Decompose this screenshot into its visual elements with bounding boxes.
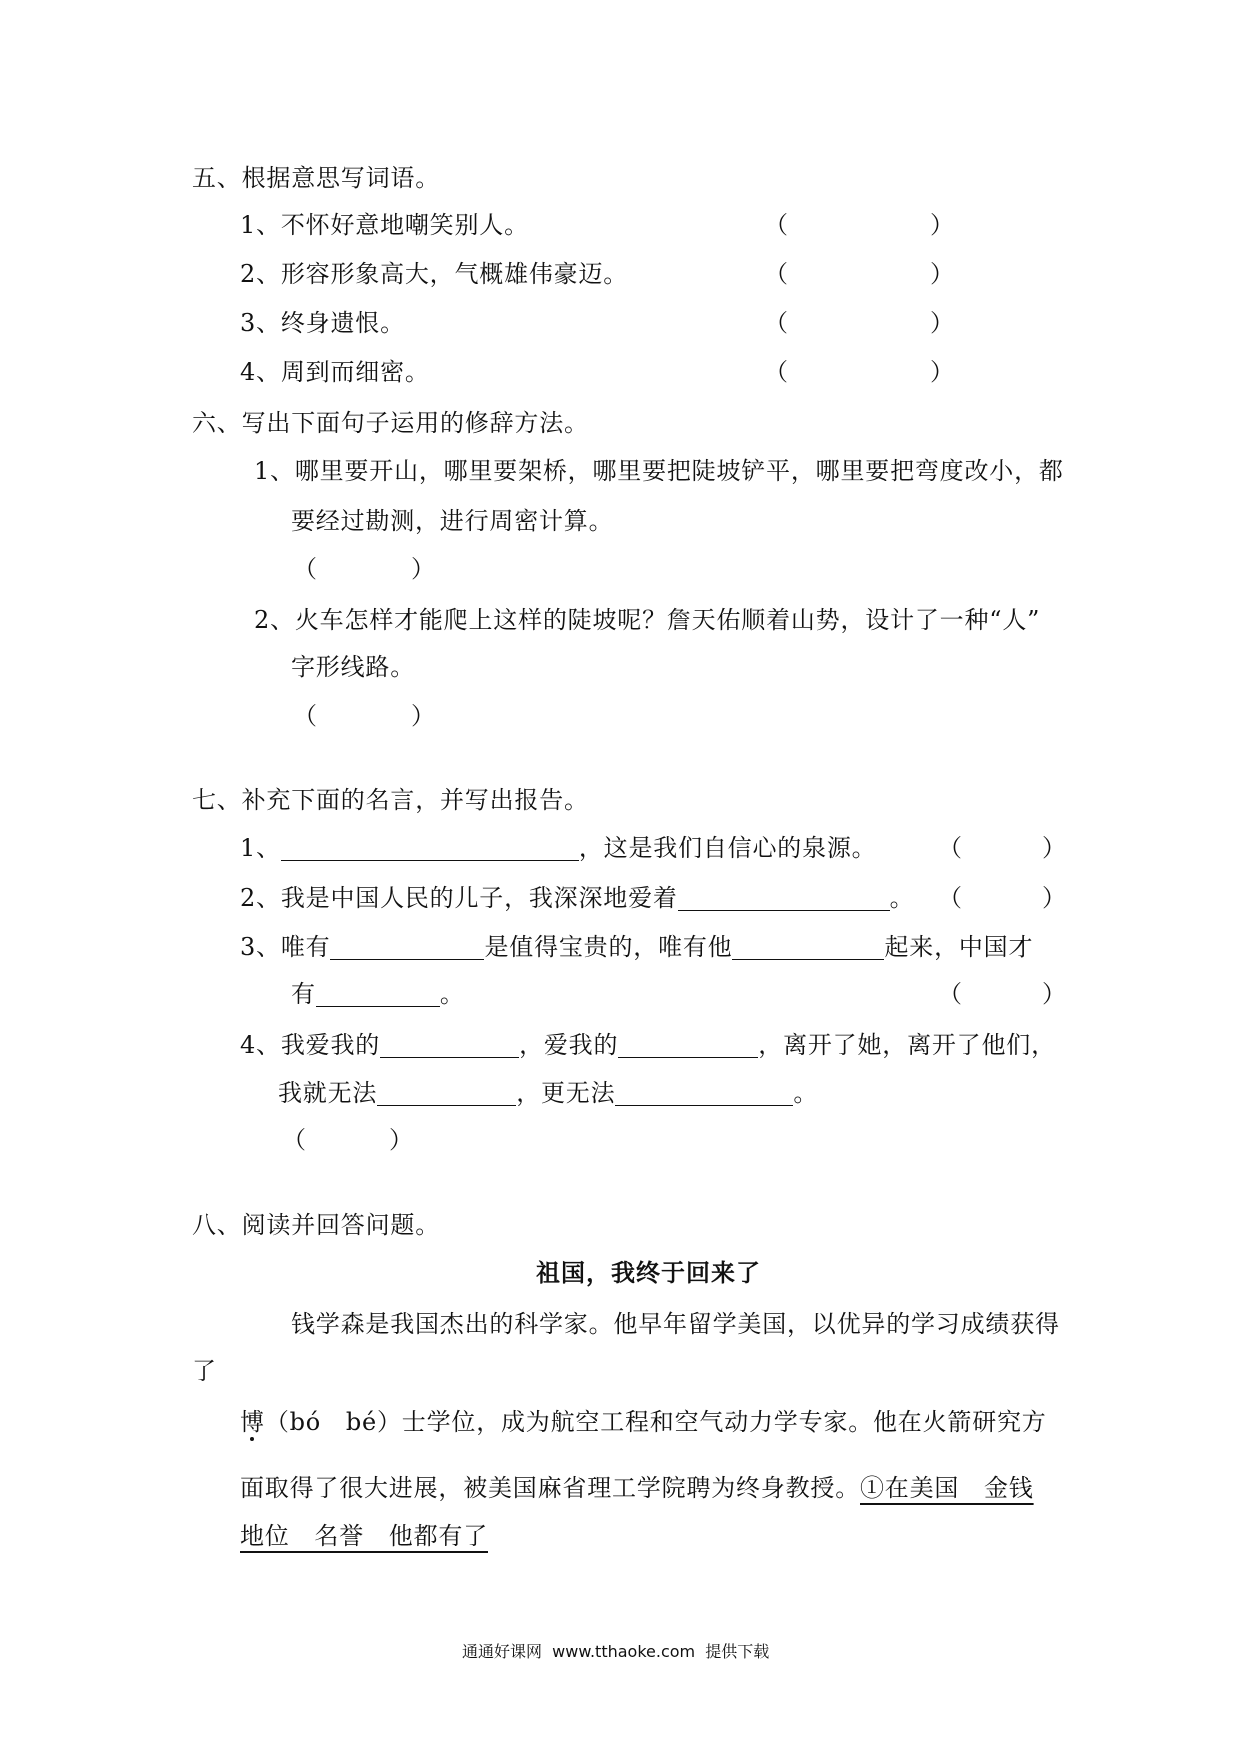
section-6-q2-line-2: 字形线路。: [291, 653, 415, 681]
emphasized-character: 博: [240, 1408, 265, 1436]
answer-blank: [380, 1033, 519, 1058]
answer-paren-close: ）: [930, 211, 954, 239]
section-7-item-4-line-2: [278, 1078, 818, 1108]
answer-paren-close: ）: [1042, 834, 1066, 862]
section-8-heading: 八、阅读并回答问题。: [192, 1211, 440, 1239]
answer-paren-close: ）: [411, 555, 435, 583]
answer-blank: [316, 982, 440, 1007]
section-5-item-4: 4、周到而细密。: [240, 358, 430, 386]
answer-blank: [615, 1081, 793, 1106]
underlined-sentence-1: ①在美国 金钱: [860, 1474, 1034, 1502]
answer-blank: [618, 1033, 758, 1058]
answer-blank: [377, 1081, 516, 1106]
passage-line-3: [240, 1407, 1047, 1437]
section-6-heading: 六、写出下面句子运用的修辞方法。: [192, 409, 589, 437]
passage-line-2: 了: [192, 1357, 217, 1385]
answer-paren-close: ）: [411, 702, 435, 730]
answer-paren-open: （: [764, 358, 788, 386]
answer-paren-close: ）: [930, 309, 954, 337]
quote-text: 4、我爱我的: [240, 1031, 381, 1059]
section-5-item-2: 2、形容形象高大，气概雄伟豪迈。: [240, 260, 629, 288]
answer-paren-open: （: [282, 1126, 306, 1154]
section-5-heading: 五、根据意思写词语。: [192, 164, 440, 192]
passage-title: 祖国，我终于回来了: [536, 1259, 761, 1287]
answer-paren-open: （: [293, 555, 317, 583]
answer-paren-open: （: [764, 211, 788, 239]
quote-text: ，这是我们自信心的泉源。: [578, 834, 877, 862]
quote-text: 。: [439, 980, 465, 1008]
answer-blank: [281, 836, 579, 861]
quote-text: 有: [291, 980, 316, 1008]
section-7-item-4-line-1: [240, 1030, 1056, 1060]
answer-paren-open: （: [938, 884, 962, 912]
quote-text: ，爱我的: [519, 1031, 619, 1059]
quote-text: ，离开了她，离开了他们，: [758, 1031, 1056, 1059]
answer-paren-open: （: [764, 309, 788, 337]
passage-text: 面取得了很大进展，被美国麻省理工学院聘为终身教授。: [240, 1474, 860, 1502]
underlined-sentence-1-cont: 地位 名誉 他都有了: [240, 1522, 488, 1550]
section-7-item-1: [240, 833, 876, 863]
section-6-q2-line-1: 2、火车怎样才能爬上这样的陡坡呢？詹天佑顺着山势，设计了一种“人”: [254, 606, 1041, 634]
quote-text: 我就无法: [278, 1079, 378, 1107]
answer-paren-open: （: [938, 980, 962, 1008]
answer-paren-open: （: [293, 702, 317, 730]
passage-line-1: 钱学森是我国杰出的科学家。他早年留学美国，以优异的学习成绩获得: [291, 1310, 1060, 1338]
quote-text: 起来，中国才: [884, 933, 1034, 961]
section-5-item-3: 3、终身遗恨。: [240, 309, 405, 337]
quote-text: 。: [889, 884, 915, 912]
section-7-heading: 七、补充下面的名言，并写出报告。: [192, 786, 589, 814]
answer-paren-open: （: [938, 834, 962, 862]
passage-line-5: [240, 1521, 488, 1551]
quote-text: 。: [793, 1079, 819, 1107]
answer-paren-close: ）: [930, 260, 954, 288]
section-7-item-3-line-1: [240, 932, 1033, 962]
answer-paren-close: ）: [1042, 884, 1066, 912]
answer-paren-close: ）: [389, 1126, 413, 1154]
section-7-item-3-line-2: [291, 979, 465, 1009]
page-footer: 通通好课网 www.tthaoke.com 提供下载: [462, 1642, 770, 1661]
answer-paren-open: （: [764, 260, 788, 288]
quote-text: 1、: [240, 834, 281, 862]
passage-line-4: [240, 1473, 1034, 1503]
section-7-item-2: [240, 883, 914, 913]
section-5-item-1: 1、不怀好意地嘲笑别人。: [240, 211, 529, 239]
section-6-q1-line-2: 要经过勘测，进行周密计算。: [291, 507, 614, 535]
answer-blank: [732, 935, 884, 960]
answer-paren-close: ）: [930, 358, 954, 386]
quote-text: ，更无法: [516, 1079, 616, 1107]
quote-text: 3、唯有: [240, 933, 331, 961]
answer-blank: [678, 886, 890, 911]
passage-text: （bó bé）士学位，成为航空工程和空气动力学专家。他在火箭研究方: [264, 1408, 1047, 1436]
quote-text: 2、我是中国人民的儿子，我深深地爱着: [240, 884, 678, 912]
answer-paren-close: ）: [1042, 980, 1066, 1008]
answer-blank: [330, 935, 484, 960]
section-6-q1-line-1: 1、哪里要开山，哪里要架桥，哪里要把陡坡铲平，哪里要把弯度改小，都: [254, 457, 1064, 485]
quote-text: 是值得宝贵的，唯有他: [484, 933, 733, 961]
